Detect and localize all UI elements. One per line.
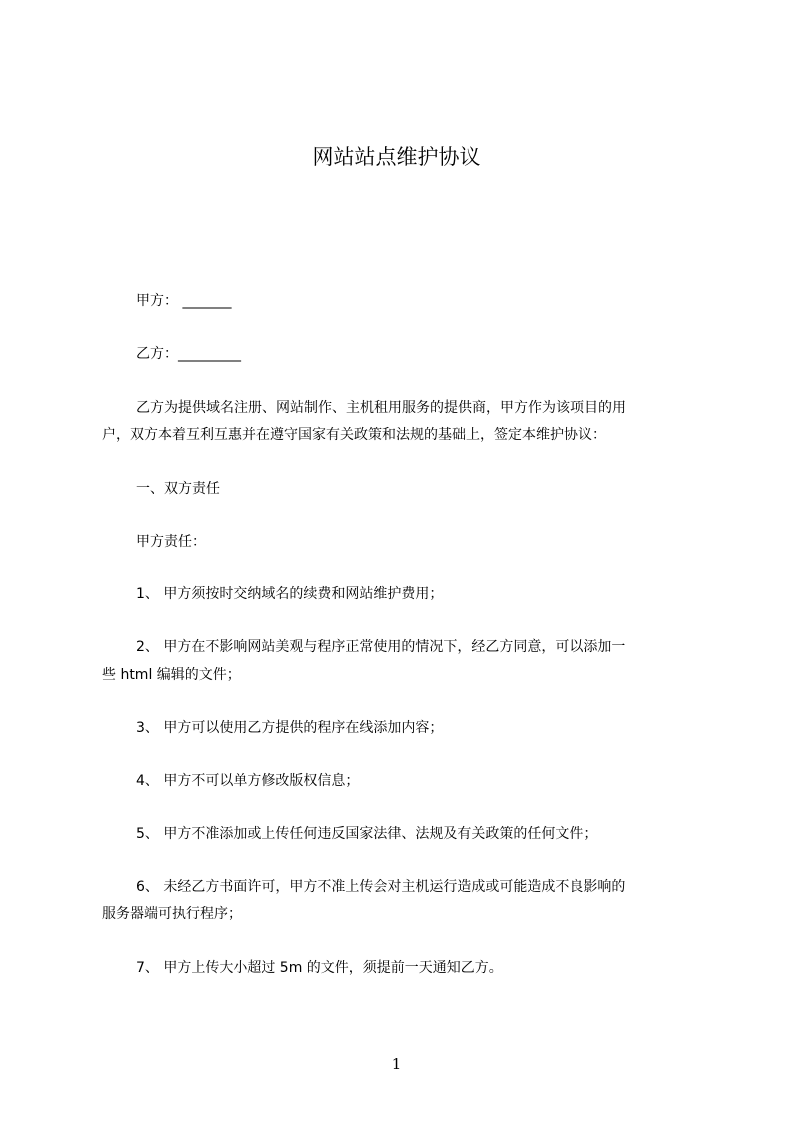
- intro-line-1: 乙方为提供域名注册、网站制作、主机租用服务的提供商，甲方作为该项目的用: [136, 400, 626, 416]
- document-title: 网站站点维护协议: [312, 145, 481, 169]
- intro-line-2: 户，双方本着互利互惠并在遵守国家有关政策和法规的基础上，签定本维护协议：: [102, 427, 606, 443]
- party-a-duties-heading: 甲方责任：: [136, 534, 206, 550]
- section-heading: 一、双方责任: [136, 481, 220, 497]
- list-item: 2、 甲方在不影响网站美观与程序正常使用的情况下，经乙方同意，可以添加一: [136, 639, 626, 655]
- list-item-continuation: 些 html 编辑的文件；: [102, 667, 241, 683]
- party-b-line: 乙方：_________: [136, 346, 241, 362]
- party-a-line: 甲方： _______: [136, 293, 232, 309]
- list-item: 4、 甲方不可以单方修改版权信息；: [136, 773, 360, 789]
- list-item-continuation: 服务器端可执行程序；: [102, 906, 242, 922]
- list-item: 5、 甲方不准添加或上传任何违反国家法律、法规及有关政策的任何文件；: [136, 826, 598, 842]
- list-item: 3、 甲方可以使用乙方提供的程序在线添加内容；: [136, 720, 444, 736]
- list-item: 7、 甲方上传大小超过 5m 的文件，须提前一天通知乙方。: [136, 960, 503, 976]
- list-item: 6、 未经乙方书面许可，甲方不准上传会对主机运行造成或可能造成不良影响的: [136, 879, 626, 895]
- page-number: 1: [391, 1055, 402, 1073]
- list-item: 1、 甲方须按时交纳域名的续费和网站维护费用；: [136, 586, 444, 602]
